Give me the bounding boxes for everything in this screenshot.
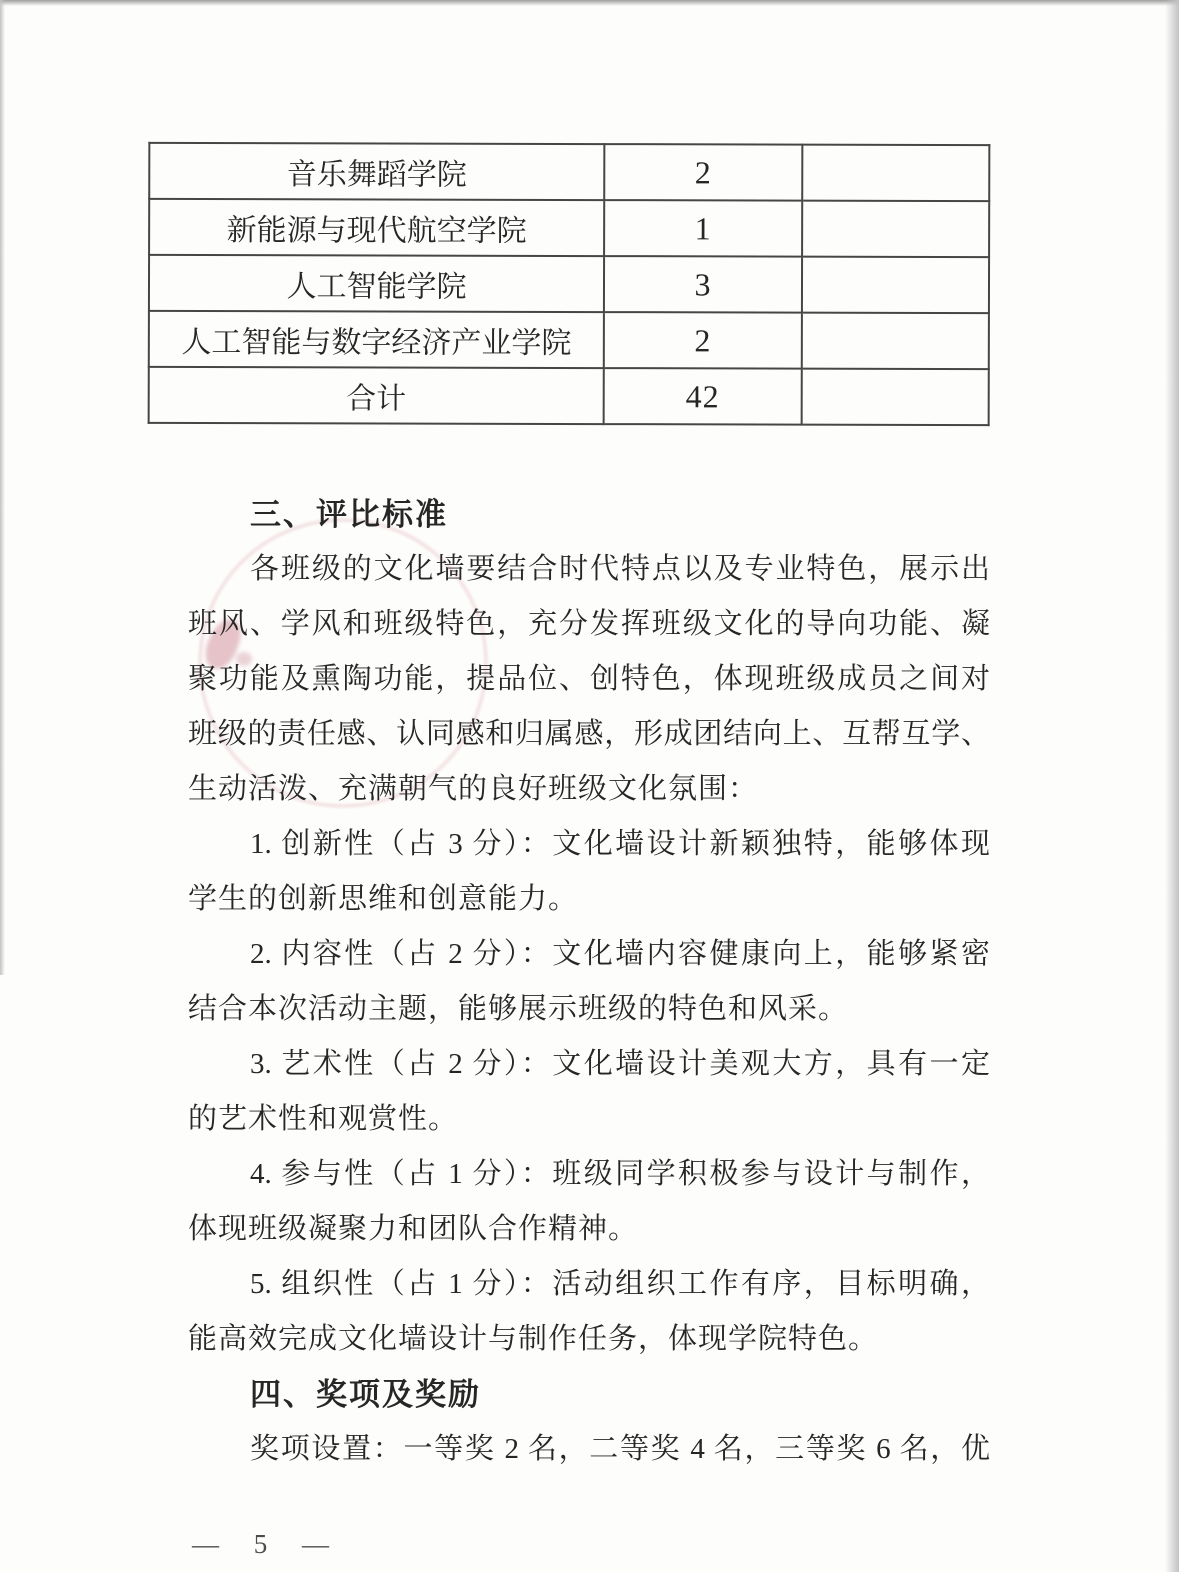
college-quota-table bbox=[148, 142, 991, 426]
college-name-cell: 新能源与现代航空学院 bbox=[149, 199, 604, 256]
college-quota-table-grid bbox=[148, 142, 991, 426]
table-row bbox=[149, 143, 989, 201]
note-cell bbox=[802, 201, 989, 257]
note-cell bbox=[802, 145, 989, 201]
count-cell: 1 bbox=[604, 200, 802, 257]
college-name-cell: 人工智能学院 bbox=[149, 255, 604, 312]
college-name-cell: 音乐舞蹈学院 bbox=[149, 143, 604, 200]
text-line: 结合本次活动主题，能够展示班级的特色和风采。 bbox=[188, 993, 849, 1025]
text-line: 能高效完成文化墙设计与制作任务，体现学院特色。 bbox=[188, 1323, 879, 1355]
page-number: — 5 — bbox=[192, 1529, 343, 1559]
text-line: 各班级的文化墙要结合时代特点以及专业特色，展示出 bbox=[250, 553, 990, 585]
note-cell bbox=[802, 313, 989, 369]
text-line: 2. 内容性（占 2 分）：文化墙内容健康向上，能够紧密 bbox=[250, 938, 990, 970]
scan-edge-top bbox=[0, 0, 1179, 6]
section-heading: 四、奖项及奖励 bbox=[250, 1377, 481, 1412]
count-cell: 2 bbox=[604, 312, 802, 369]
section-heading: 三、评比标准 bbox=[250, 497, 448, 532]
table-row bbox=[149, 255, 989, 313]
college-name-cell: 人工智能与数字经济产业学院 bbox=[149, 311, 604, 368]
text-line: 1. 创新性（占 3 分）：文化墙设计新颖独特，能够体现 bbox=[250, 828, 990, 860]
table-row bbox=[149, 367, 989, 425]
scan-edge-right bbox=[1165, 0, 1179, 1572]
text-line: 奖项设置：一等奖 2 名，二等奖 4 名，三等奖 6 名，优 bbox=[250, 1433, 990, 1465]
text-line: 的艺术性和观赏性。 bbox=[188, 1103, 459, 1135]
table-row bbox=[149, 311, 989, 369]
table-row bbox=[149, 199, 989, 257]
note-cell bbox=[802, 257, 989, 313]
text-line: 3. 艺术性（占 2 分）：文化墙设计美观大方，具有一定 bbox=[250, 1048, 990, 1080]
college-name-cell: 合计 bbox=[149, 367, 604, 424]
text-line: 班风、学风和班级特色，充分发挥班级文化的导向功能、凝 bbox=[188, 608, 990, 640]
text-line: 4. 参与性（占 1 分）：班级同学积极参与设计与制作， bbox=[250, 1158, 990, 1190]
count-cell: 2 bbox=[604, 144, 802, 201]
count-cell: 42 bbox=[604, 368, 802, 425]
college-table-body bbox=[149, 143, 990, 425]
text-line: 生动活泼、充满朝气的良好班级文化氛围： bbox=[188, 773, 759, 805]
text-line: 班级的责任感、认同感和归属感，形成团结向上、互帮互学、 bbox=[188, 718, 990, 750]
text-line: 学生的创新思维和创意能力。 bbox=[188, 883, 579, 915]
scan-edge-left bbox=[0, 0, 5, 975]
text-line: 5. 组织性（占 1 分）：活动组织工作有序，目标明确， bbox=[250, 1268, 990, 1300]
text-line: 体现班级凝聚力和团队合作精神。 bbox=[188, 1213, 639, 1245]
note-cell bbox=[802, 369, 989, 425]
count-cell: 3 bbox=[604, 256, 802, 313]
document-body bbox=[188, 487, 990, 1477]
text-line: 聚功能及熏陶功能，提品位、创特色，体现班级成员之间对 bbox=[188, 663, 990, 695]
